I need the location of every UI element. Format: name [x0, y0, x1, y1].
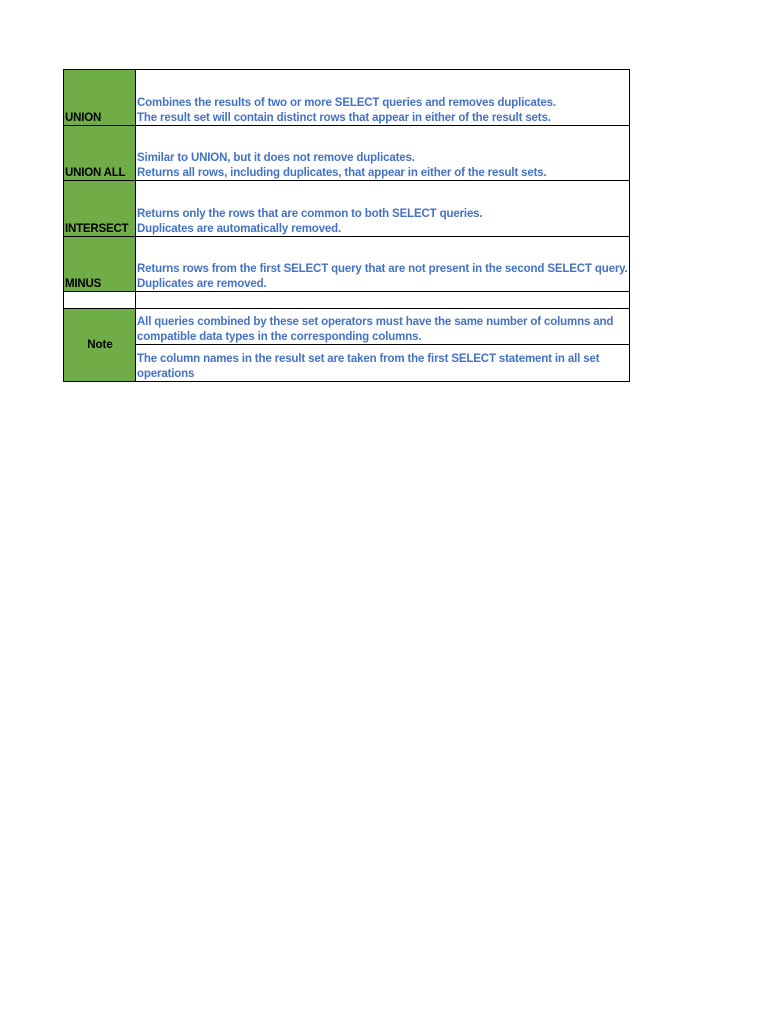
note-label: Note: [64, 309, 136, 382]
operator-label-union-all: UNION ALL: [64, 126, 136, 181]
note-item: [136, 345, 630, 382]
note-text: The column names in the result set are taken from the first SELECT statement in all set operations: [137, 353, 600, 380]
operator-description-intersect: [136, 181, 630, 237]
empty-cell: [64, 292, 136, 309]
table-row-union: [64, 70, 630, 126]
table-row-note-2: [64, 345, 630, 382]
empty-cell: [136, 292, 630, 309]
set-operators-table: [63, 69, 630, 382]
table-row-union-all: [64, 126, 630, 181]
description-line: Similar to UNION, but it does not remove duplicates.: [137, 152, 415, 164]
operator-description-union-all: [136, 126, 630, 181]
note-item: [136, 309, 630, 345]
table-row-note-1: [64, 309, 630, 345]
description-line: Returns only the rows that are common to both SELECT queries.: [137, 208, 483, 220]
table-row-intersect: [64, 181, 630, 237]
description-line: Returns rows from the first SELECT query that are not present in the second SELECT query.: [137, 263, 628, 275]
operator-description-minus: [136, 237, 630, 292]
description-line: Returns all rows, including duplicates, that appear in either of the result sets.: [137, 166, 547, 179]
description-line: Duplicates are automatically removed.: [137, 222, 342, 235]
note-text: All queries combined by these set operators must have the same number of columns and compatible data types in the corresponding columns.: [137, 316, 614, 343]
operator-label-intersect: INTERSECT: [64, 181, 136, 237]
description-line: Duplicates are removed.: [137, 277, 267, 290]
operator-description-union: [136, 70, 630, 126]
table-row-empty: [64, 292, 630, 309]
description-line: Combines the results of two or more SELECT queries and removes duplicates.: [137, 97, 556, 109]
description-line: The result set will contain distinct rows that appear in either of the result sets.: [137, 111, 551, 124]
table-row-minus: [64, 237, 630, 292]
set-operators-sheet: [63, 69, 629, 382]
operator-label-minus: MINUS: [64, 237, 136, 292]
operator-label-union: UNION: [64, 70, 136, 126]
